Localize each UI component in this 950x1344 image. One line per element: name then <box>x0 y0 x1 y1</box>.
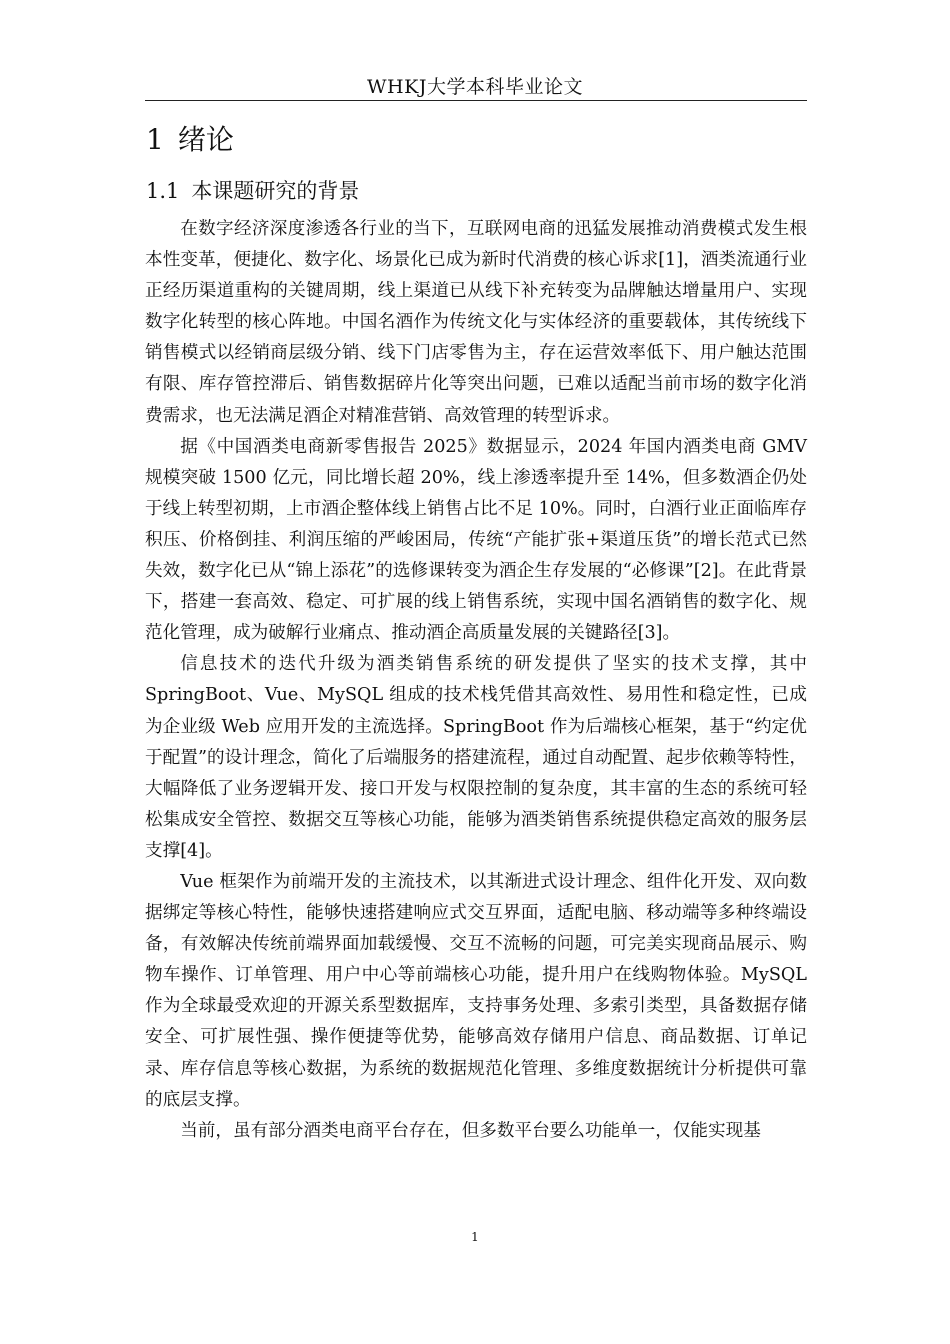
paragraph-1: 在数字经济深度渗透各行业的当下，互联网电商的迅猛发展推动消费模式发生根本性变革，便捷化、数字化、场景化已成为新时代消费的核心诉求[1]，酒类流通行业正经历渠道重构的关键周期，线上渠道已从线下补充转变为品牌触达增量用户、实现数字化转型的核心阵地。中国名酒作为传统文化与实体经济的重要载体，其传统线下销售模式以经销商层级分销、线下门店零售为主，存在运营效率低下、用户触达范围有限、库存管控滞后、销售数据碎片化等突出问题，已难以适配当前市场的数字化消费需求，也无法满足酒企对精准营销、高效管理的转型诉求。 <box>145 219 807 426</box>
page-number: 1 <box>471 1230 479 1244</box>
section-title: 本课题研究的背景 <box>191 179 360 203</box>
paragraph-2: 据《中国酒类电商新零售报告 2025》数据显示，2024 年国内酒类电商 GMV 规模突破 1500 亿元，同比增长超 20%，线上渗透率提升至 14%，但多数酒企仍处于线上转型初期，上市酒企整体线上销售占比不足 10%。同时，白酒行业正面临库存积压、价格倒挂、利润压缩的严峻困局，传统“产能扩张+渠道压货”的增长范式已然失效，数字化已从“锦上添花”的选修课转变为酒企生存发展的“必修课”[2]。在此背景下，搭建一套高效、稳定、可扩展的线上销售系统，实现中国名酒销售的数字化、规范化管理，成为破解行业痛点、推动酒企高质量发展的关键路径[3]。 <box>145 436 807 644</box>
header-rule <box>145 100 807 101</box>
body-text <box>145 214 807 1147</box>
running-header: WHKJ大学本科毕业论文 <box>367 76 583 98</box>
section-number: 1.1 <box>146 179 180 203</box>
chapter-heading <box>146 118 234 158</box>
chapter-title: 绪论 <box>177 123 234 156</box>
paragraph-4: Vue 框架作为前端开发的主流技术，以其渐进式设计理念、组件化开发、双向数据绑定等核心特性，能够快速搭建响应式交互界面，适配电脑、移动端等多种终端设备，有效解决传统前端界面加载缓慢、交互不流畅的问题，可完美实现商品展示、购物车操作、订单管理、用户中心等前端核心功能，提升用户在线购物体验。MySQL 作为全球最受欢迎的开源关系型数据库，支持事务处理、多索引类型，具备数据存储安全、可扩展性强、操作便捷等优势，能够高效存储用户信息、商品数据、订单记录、库存信息等核心数据，为系统的数据规范化管理、多维度数据统计分析提供可靠的底层支撑。 <box>145 871 807 1110</box>
section-heading <box>146 175 359 205</box>
paragraph-3: 信息技术的迭代升级为酒类销售系统的研发提供了坚实的技术支撑，其中 SpringBoot、Vue、MySQL 组成的技术栈凭借其高效性、易用性和稳定性，已成为企业级 Web 应用开发的主流选择。SpringBoot 作为后端核心框架，基于“约定优于配置”的设计理念，简化了后端服务的搭建流程，通过自动配置、起步依赖等特性，大幅降低了业务逻辑开发、接口开发与权限控制的复杂度，其丰富的生态的系统可轻松集成安全管控、数据交互等核心功能，能够为酒类销售系统提供稳定高效的服务层支撑[4]。 <box>145 654 807 861</box>
paragraph-5: 当前，虽有部分酒类电商平台存在，但多数平台要么功能单一，仅能实现基 <box>180 1120 761 1141</box>
chapter-number: 1 <box>146 123 164 156</box>
